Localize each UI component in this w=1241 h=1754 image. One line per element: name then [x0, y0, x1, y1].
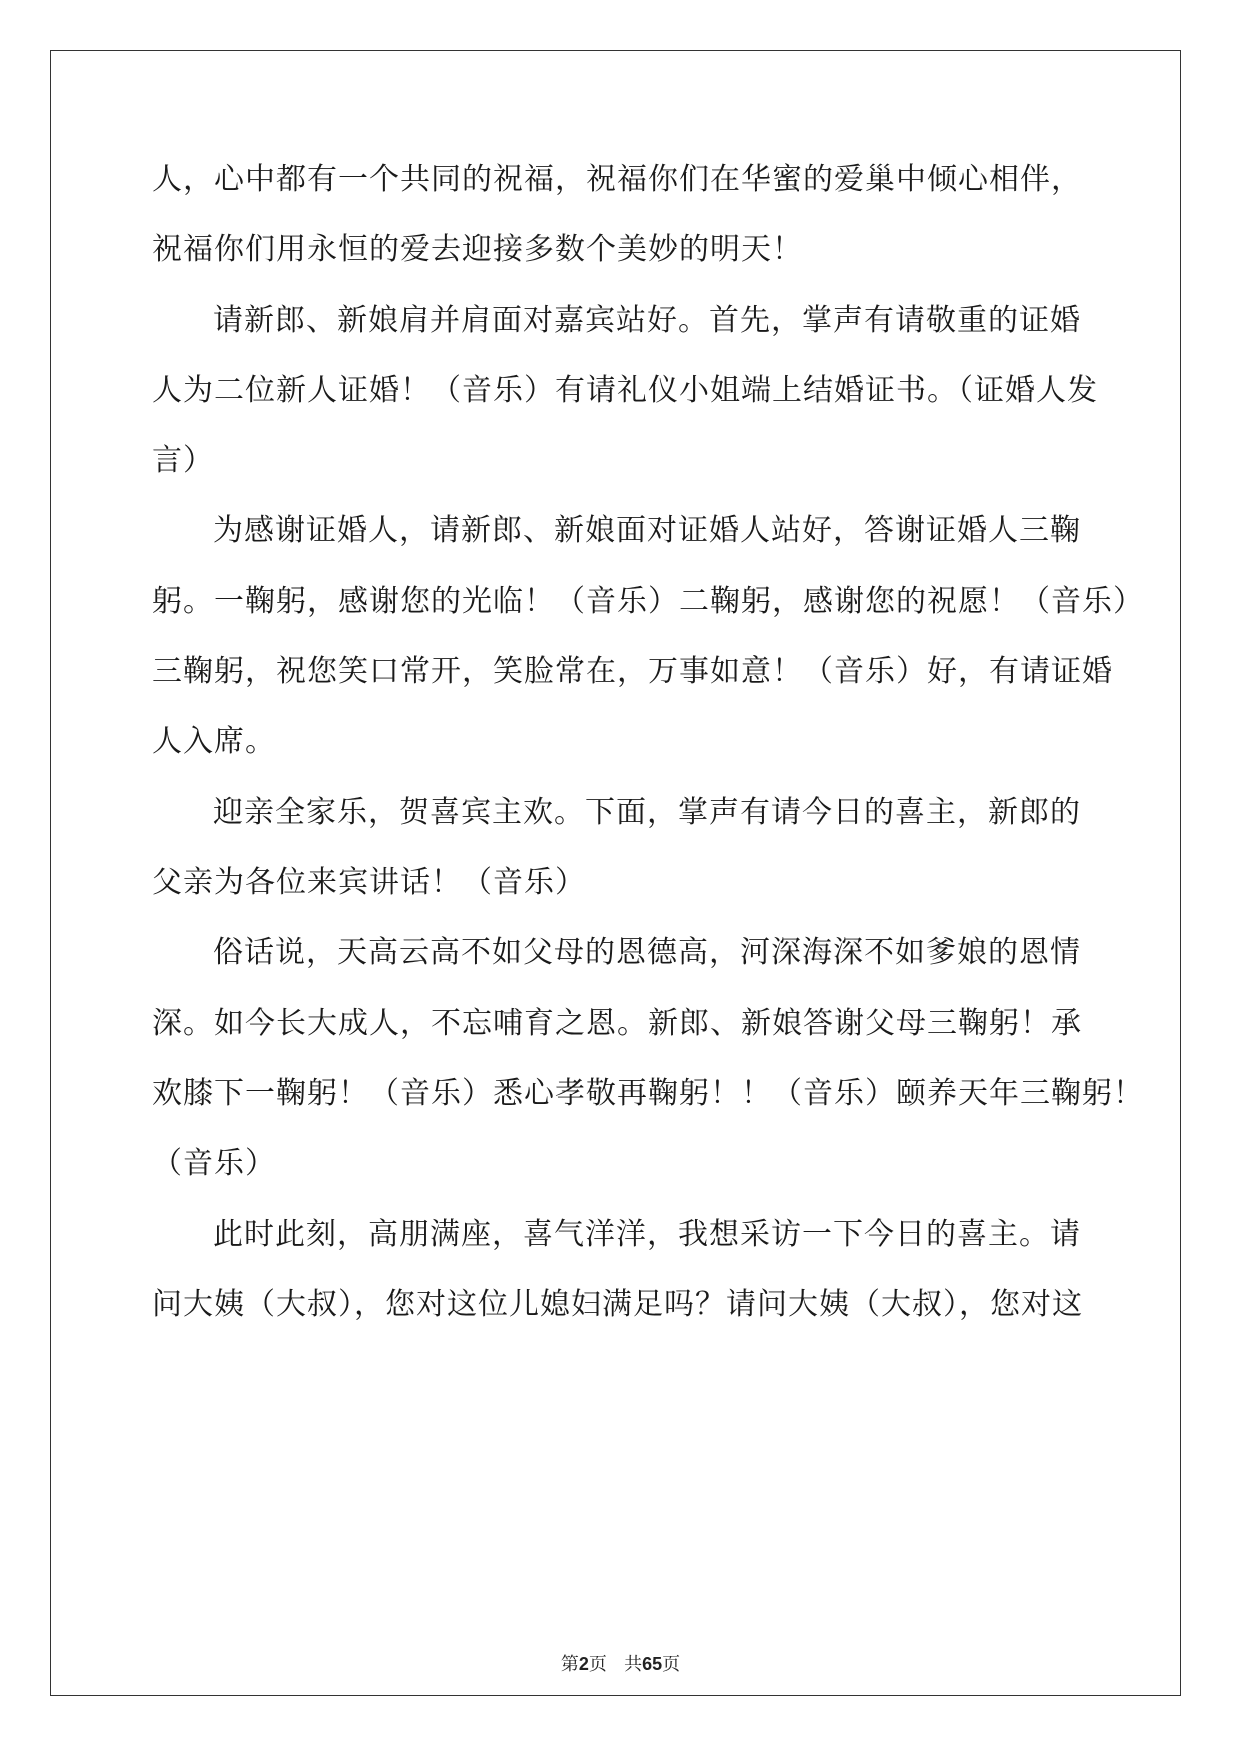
- paragraph-start-line: 俗话说，天高云高不如父母的恩德高，河深海深不如爹娘的恩情: [213, 935, 1081, 970]
- paragraph-start-line: 此时此刻，高朋满座，喜气洋洋，我想采访一下今日的喜主。请: [213, 1217, 1081, 1252]
- text-line: 欢膝下一鞠躬！（音乐）悉心孝敬再鞠躬！！（音乐）颐养天年三鞠躬！: [152, 1076, 1144, 1111]
- text-line: 问大姨（大叔），您对这位儿媳妇满足吗？请问大姨（大叔），您对这: [152, 1287, 1083, 1322]
- footer-total-prefix: 共: [624, 1654, 643, 1675]
- text-line: 躬。一鞠躬，感谢您的光临！（音乐）二鞠躬，感谢您的祝愿！（音乐）: [152, 584, 1144, 619]
- page-footer: [0, 1652, 1241, 1677]
- text-line: 深。如今长大成人，不忘哺育之恩。新郎、新娘答谢父母三鞠躬！承: [152, 1006, 1082, 1041]
- text-line: 人入席。: [152, 724, 276, 759]
- text-line: 祝福你们用永恒的爱去迎接多数个美妙的明天！: [152, 232, 803, 267]
- text-line: 父亲为各位来宾讲话！（音乐）: [152, 865, 586, 900]
- paragraph-start-line: 迎亲全家乐，贺喜宾主欢。下面，掌声有请今日的喜主，新郎的: [213, 795, 1081, 830]
- text-line: 言）: [152, 443, 214, 478]
- text-line: 人为二位新人证婚！（音乐）有请礼仪小姐端上结婚证书。（证婚人发: [152, 373, 1098, 408]
- total-page-count: 65: [642, 1654, 663, 1674]
- current-page-number: 2: [578, 1654, 589, 1674]
- footer-total-suffix: 页: [662, 1654, 681, 1675]
- text-line: 三鞠躬，祝您笑口常开，笑脸常在，万事如意！（音乐）好，有请证婚: [152, 654, 1113, 689]
- paragraph-start-line: 为感谢证婚人，请新郎、新娘面对证婚人站好，答谢证婚人三鞠: [213, 513, 1081, 548]
- text-line: 人，心中都有一个共同的祝福，祝福你们在华蜜的爱巢中倾心相伴，: [152, 162, 1082, 197]
- paragraph-start-line: 请新郎、新娘肩并肩面对嘉宾站好。首先，掌声有请敬重的证婚: [213, 303, 1081, 338]
- footer-page-suffix: 页: [588, 1654, 607, 1675]
- footer-prefix: 第: [560, 1654, 579, 1675]
- text-line: （音乐）: [152, 1146, 276, 1181]
